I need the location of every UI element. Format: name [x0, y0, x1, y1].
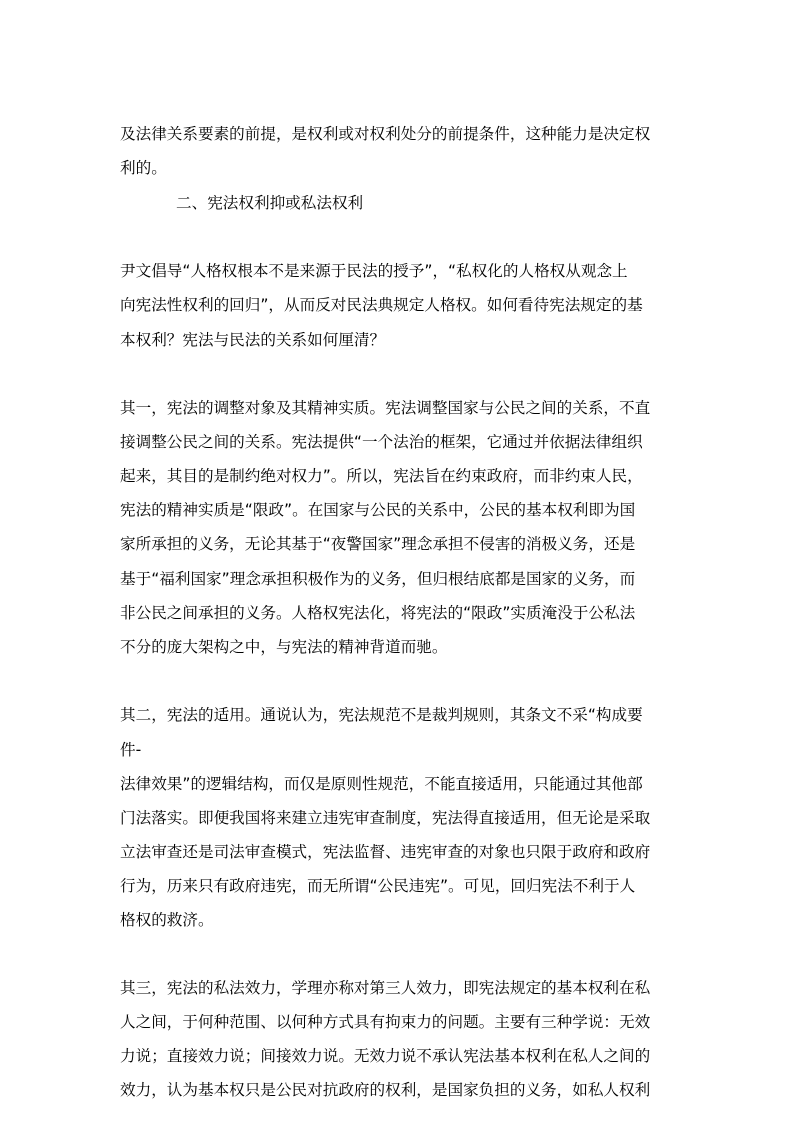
text-line: 家所承担的义务，无论其基于“夜警国家”理念承担不侵害的消极义务，还是 [120, 535, 636, 553]
text-line: 利的。 [120, 159, 167, 177]
text-line: 力说；直接效力说；间接效力说。无效力说不承认宪法基本权利在私人之间的 [120, 1047, 651, 1065]
text-line: 及法律关系要素的前提，是权利或对权利处分的前提条件，这种能力是决定权 [120, 125, 651, 143]
text-line: 门法落实。即便我国将来建立违宪审查制度，宪法得直接适用，但无论是采取 [120, 809, 651, 827]
text-line: 行为，历来只有政府违宪，而无所谓“公民违宪”。可见，回归宪法不利于人 [120, 877, 636, 895]
text-line: 人之间，于何种范围、以何种方式具有拘束力的问题。主要有三种学说：无效 [120, 1013, 651, 1031]
text-line: 非公民之间承担的义务。人格权宪法化，将宪法的“限政”实质淹没于公私法 [120, 604, 636, 622]
text-line: 不分的庞大架构之中，与宪法的精神背道而驰。 [120, 638, 448, 656]
text-line: 本权利？宪法与民法的关系如何厘清？ [120, 331, 386, 349]
text-line: 起来，其目的是制约绝对权力”。所以，宪法旨在约束政府，而非约束人民， [120, 467, 643, 485]
text-line: 其三，宪法的私法效力，学理亦称对第三人效力，即宪法规定的基本权利在私 [120, 979, 651, 997]
text-line: 其一，宪法的调整对象及其精神实质。宪法调整国家与公民之间的关系，不直 [120, 399, 651, 417]
text-line: 其二，宪法的适用。通说认为，宪法规范不是裁判规则，其条文不采“构成要 [120, 706, 643, 724]
text-line: 基于“福利国家”理念承担积极作为的义务，但归根结底都是国家的义务，而 [120, 570, 636, 588]
text-line: 效力，认为基本权只是公民对抗政府的权利，是国家负担的义务，如私人权利 [120, 1081, 651, 1099]
text-line: 宪法的精神实质是“限政”。在国家与公民的关系中，公民的基本权利即为国 [120, 501, 636, 519]
text-line: 向宪法性权利的回归”，从而反对民法典规定人格权。如何看待宪法规定的基 [120, 296, 643, 314]
text-line: 格权的救济。 [120, 911, 214, 929]
text-line: 立法审查还是司法审查模式，宪法监督、违宪审查的对象也只限于政府和政府 [120, 843, 651, 861]
text-line: 法律效果”的逻辑结构，而仅是原则性规范，不能直接适用，只能通过其他部 [120, 775, 643, 793]
text-line: 接调整公民之间的关系。宪法提供“一个法治的框架，它通过并依据法律组织 [120, 433, 643, 451]
text-line: 件- [120, 741, 142, 759]
section-heading: 二、宪法权利抑或私法权利 [176, 194, 364, 212]
text-line: 尹文倡导“人格权根本不是来源于民法的授予”，“私权化的人格权从观念上 [120, 262, 628, 280]
